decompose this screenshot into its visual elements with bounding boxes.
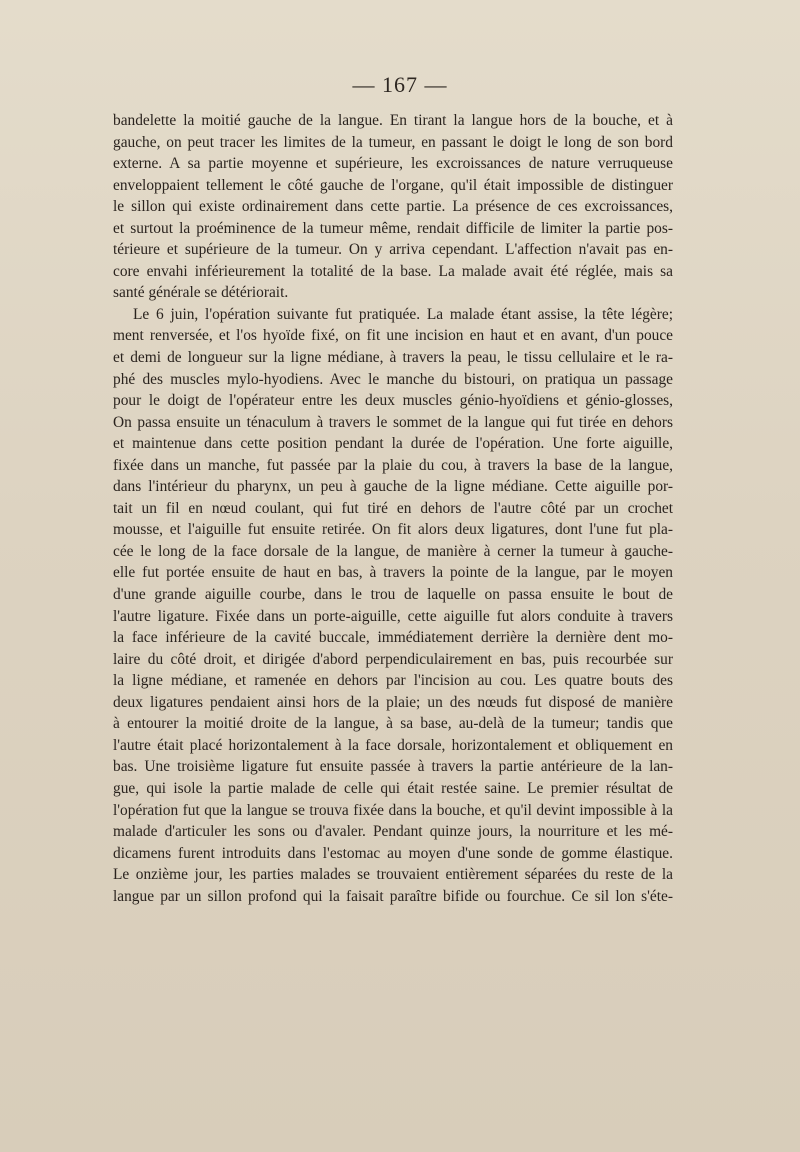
- text-line-33: l'opération fut que la langue se trouva fixée dans la bouche, et qu'il devint impossible à la: [113, 801, 673, 819]
- text-line-12: et demi de longueur sur la ligne médiane, à travers la peau, le tissu cellulaire et le ra-: [113, 349, 673, 367]
- text-line-32: gue, qui isole la partie malade de celle qui était restée saine. Le premier résultat de: [113, 779, 673, 797]
- text-line-16: et maintenue dans cette position pendant la durée de l'opération. Une forte aiguille,: [113, 435, 673, 453]
- text-line-11: ment renversée, et l'os hyoïde fixé, on fit une incision en haut et en avant, d'un pouce: [113, 327, 673, 345]
- text-line-22: elle fut portée ensuite de haut en bas, à travers la pointe de la langue, par le moyen: [113, 564, 673, 582]
- text-line-18: dans l'intérieur du pharynx, un peu à gauche de la ligne médiane. Cette aiguille por-: [113, 478, 673, 496]
- text-line-37: langue par un sillon profond qui la faisait paraître bifide ou fourchue. Ce sil lon s'éte-: [113, 887, 673, 905]
- text-line-7: térieure et supérieure de la tumeur. On y arriva cependant. L'affection n'avait pas en-: [113, 241, 673, 259]
- text-line-25: la face inférieure de la cavité buccale, immédiatement derrière la dernière dent mo-: [113, 629, 673, 647]
- text-line-2: gauche, on peut tracer les limites de la tumeur, en passant le doigt le long de son bord: [113, 133, 673, 151]
- text-line-10: Le 6 juin, l'opération suivante fut pratiquée. La malade étant assise, la tête légère;: [133, 305, 673, 323]
- text-line-35: dicamens furent introduits dans l'estomac au moyen d'une sonde de gomme élastique.: [113, 844, 673, 862]
- text-line-31: bas. Une troisième ligature fut ensuite passée à travers la partie antérieure de la lan-: [113, 758, 673, 776]
- text-line-30: l'autre était placé horizontalement à la face dorsale, horizontalement et obliquement en: [113, 736, 673, 754]
- text-line-28: deux ligatures pendaient ainsi hors de la plaie; un des nœuds fut disposé de manière: [113, 693, 673, 711]
- text-line-14: pour le doigt de l'opérateur entre les deux muscles génio-hyoïdiens et génio-glosses,: [113, 392, 673, 410]
- body-text: [113, 110, 673, 907]
- text-line-5: le sillon qui existe ordinairement dans cette partie. La présence de ces excroissances,: [113, 198, 673, 216]
- text-line-8: core envahi inférieurement la totalité de la base. La malade avait été réglée, mais sa: [113, 262, 673, 280]
- text-line-20: mousse, et l'aiguille fut ensuite retirée. On fit alors deux ligatures, dont l'une fut pla-: [113, 521, 673, 539]
- text-line-17: fixée dans un manche, fut passée par la plaie du cou, à travers la base de la langue,: [113, 456, 673, 474]
- text-line-13: phé des muscles mylo-hyodiens. Avec le manche du bistouri, on pratiqua un passage: [113, 370, 673, 388]
- text-line-26: laire du côté droit, et dirigée d'abord perpendiculairement en bas, puis recourbée sur: [113, 650, 673, 668]
- text-line-4: enveloppaient tellement le côté gauche de l'organe, qu'il était impossible de distinguer: [113, 176, 673, 194]
- page-number: — 167 —: [352, 72, 448, 97]
- text-line-1: bandelette la moitié gauche de la langue. En tirant la langue hors de la bouche, et à: [113, 112, 673, 129]
- text-line-3: externe. A sa partie moyenne et supérieure, les excroissances de nature verruqueuse: [113, 155, 673, 173]
- text-line-24: l'autre ligature. Fixée dans un porte-aiguille, cette aiguille fut alors conduite à travers: [113, 607, 673, 625]
- text-line-23: d'une grande aiguille courbe, dans le trou de laquelle on passa ensuite le bout de: [113, 586, 673, 604]
- text-line-6: et surtout la proéminence de la tumeur même, rendait difficile de limiter la partie pos-: [113, 219, 673, 237]
- text-line-15: On passa ensuite un ténaculum à travers le sommet de la langue qui fut tirée en dehors: [113, 413, 673, 431]
- text-line-19: tait un fil en nœud coulant, qui fut tiré en dehors de l'autre côté par un crochet: [113, 499, 673, 517]
- text-line-36: Le onzième jour, les parties malades se trouvaient entièrement séparées du reste de la: [113, 866, 673, 884]
- text-line-34: malade d'articuler les sons ou d'avaler. Pendant quinze jours, la nourriture et les mé-: [113, 823, 673, 841]
- text-line-9: santé générale se détériorait.: [113, 284, 289, 302]
- text-line-21: cée le long de la face dorsale de la langue, de manière à cerner la tumeur à gauche-: [113, 542, 673, 560]
- text-line-29: à entourer la moitié droite de la langue, à sa base, au-delà de la tumeur; tandis que: [113, 715, 673, 733]
- text-line-27: la ligne médiane, et ramenée en dehors par l'incision au cou. Les quatre bouts des: [113, 672, 673, 690]
